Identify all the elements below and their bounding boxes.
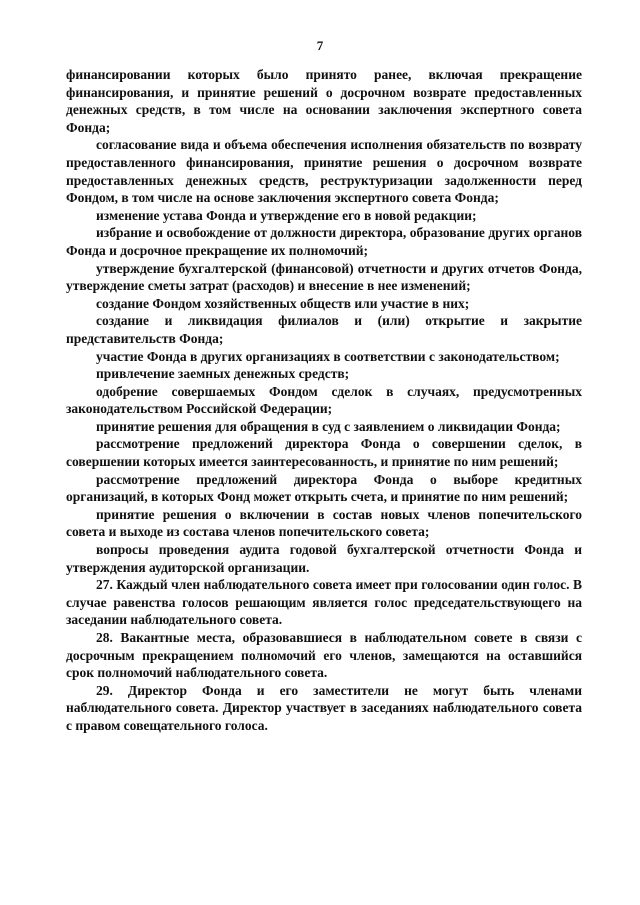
paragraph: принятие решения для обращения в суд с заявлением о ликвидации Фонда; [96, 418, 561, 434]
paragraph: согласование вида и объема обеспечения исполнения обязательств по возврату предоставленного финансирования, принятие решения о досрочном возврате предоставленных денежных средств, реструктуризации задолженности перед Фондом, в том числе на основе заключения экспертного совета Фонда; [66, 137, 582, 206]
page-number: 7 [316, 38, 324, 53]
paragraph: участие Фонда в других организациях в соответствии с законодательством; [96, 348, 560, 364]
paragraph: утверждение бухгалтерской (финансовой) отчетности и других отчетов Фонда, утверждение сметы затрат (расходов) и внесение в нее изменений; [66, 260, 582, 294]
paragraph: финансировании которых было принято ранее, включая прекращение финансирования, и принятие решений о досрочном возврате предоставленных денежных средств, в том числе на основании заключения экспертного совета Фонда; [66, 67, 582, 135]
paragraph: привлечение заемных денежных средств; [96, 366, 350, 382]
paragraph-item-27: 27. Каждый член наблюдательного совета имеет при голосовании один голос. В случае равенства голосов решающим является голос председательствующего на заседании наблюдательного совета. [66, 577, 582, 628]
paragraph: рассмотрение предложений директора Фонда о выборе кредитных организаций, в которых Фонд может открыть счета, и принятие по ним решений; [66, 471, 582, 505]
paragraph: принятие решения о включении в состав новых членов попечительского совета и выходе из состава членов попечительского совета; [66, 506, 582, 540]
paragraph-item-28: 28. Вакантные места, образовавшиеся в наблюдательном совете в связи с досрочным прекращением полномочий его членов, замещаются на оставшийся срок полномочий наблюдательного совета. [66, 630, 582, 681]
document-body [66, 66, 582, 735]
paragraph: избрание и освобождение от должности директора, образование других органов Фонда и досрочное прекращение их полномочий; [66, 225, 582, 258]
paragraph: создание Фондом хозяйственных обществ или участие в них; [96, 295, 470, 311]
paragraph: создание и ликвидация филиалов и (или) открытие и закрытие представительств Фонда; [66, 313, 582, 346]
paragraph: изменение устава Фонда и утверждение его в новой редакции; [96, 207, 477, 223]
paragraph-item-29: 29. Директор Фонда и его заместители не могут быть членами наблюдательного совета. Директор участвует в заседаниях наблюдательного совета с правом совещательного голоса. [66, 682, 582, 733]
paragraph: рассмотрение предложений директора Фонда о совершении сделок, в совершении которых имеется заинтересованность, и принятие по ним решений; [66, 436, 582, 470]
paragraph: одобрение совершаемых Фондом сделок в случаях, предусмотренных законодательством Российской Федерации; [66, 383, 582, 417]
paragraph: вопросы проведения аудита годовой бухгалтерской отчетности Фонда и утверждения аудиторской организации. [66, 542, 582, 575]
